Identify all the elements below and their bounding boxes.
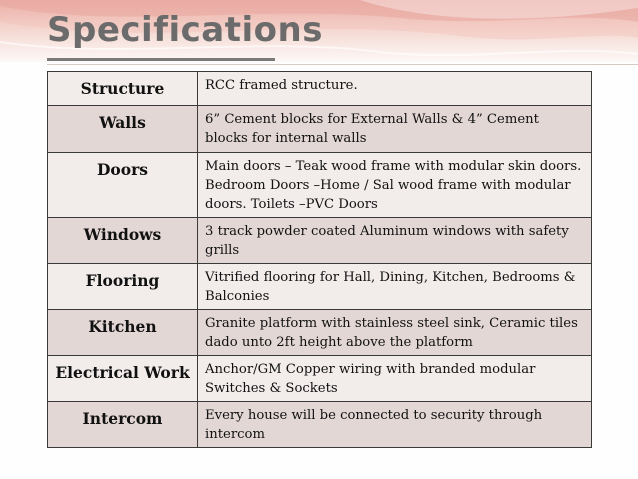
table-row: [48, 153, 592, 218]
row-value: RCC framed structure.: [198, 72, 592, 106]
row-label: Intercom: [48, 402, 198, 448]
row-label: Structure: [48, 72, 198, 106]
specifications-table: [47, 71, 592, 448]
header-divider: [47, 64, 638, 65]
row-label: Walls: [48, 106, 198, 153]
row-value: Anchor/GM Copper wiring with branded modular Switches & Sockets: [198, 356, 592, 402]
row-value: Main doors – Teak wood frame with modular skin doors. Bedroom Doors –Home / Sal wood frame with modular doors. Toilets –PVC Doors: [198, 153, 592, 218]
table-row: [48, 218, 592, 264]
row-label: Windows: [48, 218, 198, 264]
table-row: [48, 310, 592, 356]
row-value: Every house will be connected to security through intercom: [198, 402, 592, 448]
row-label: Doors: [48, 153, 198, 218]
title-underline: [47, 58, 275, 61]
table-row: [48, 106, 592, 153]
page-title: Specifications: [47, 10, 323, 50]
row-label: Flooring: [48, 264, 198, 310]
table-row: [48, 356, 592, 402]
row-value: 6” Cement blocks for External Walls & 4” Cement blocks for internal walls: [198, 106, 592, 153]
row-label: Kitchen: [48, 310, 198, 356]
row-value: 3 track powder coated Aluminum windows with safety grills: [198, 218, 592, 264]
table-row: [48, 264, 592, 310]
row-label: Electrical Work: [48, 356, 198, 402]
table-row: [48, 402, 592, 448]
table-row: [48, 72, 592, 106]
row-value: Vitrified flooring for Hall, Dining, Kitchen, Bedrooms & Balconies: [198, 264, 592, 310]
row-value: Granite platform with stainless steel sink, Ceramic tiles dado unto 2ft height above the platform: [198, 310, 592, 356]
